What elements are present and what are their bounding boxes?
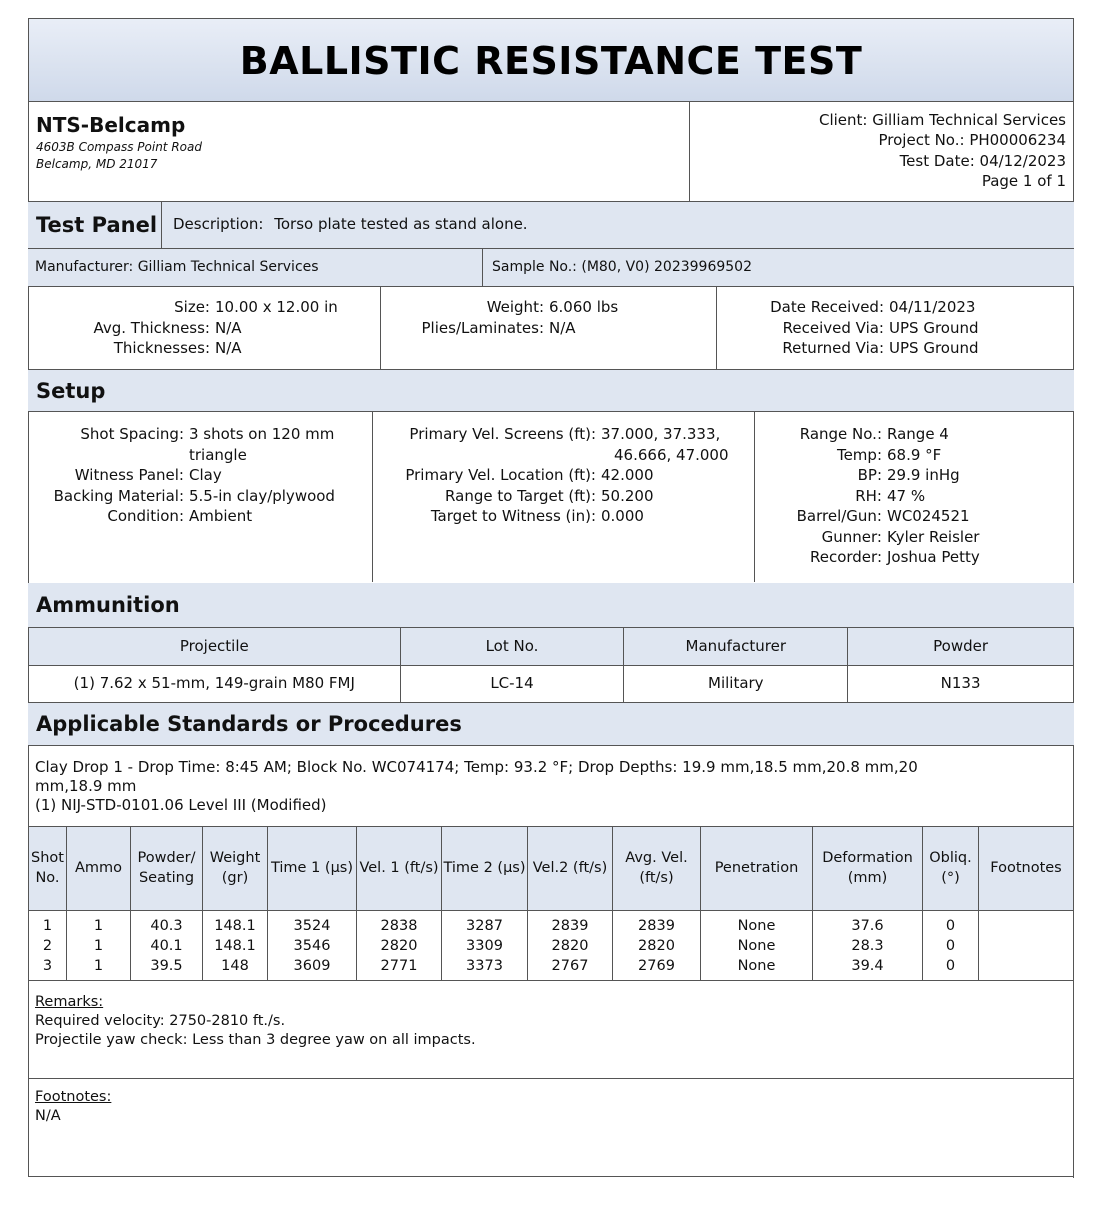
- table-row: [29, 917, 1074, 937]
- lab-info: [28, 102, 690, 202]
- col-vel1: Vel. 1 (ft/s): [357, 827, 442, 911]
- cell-powder: 40.1: [131, 937, 203, 957]
- cell-powder: 39.5: [131, 957, 203, 977]
- bp-value: 29.9 inHg: [887, 466, 960, 484]
- ammo-col-lot: Lot No.: [400, 628, 624, 665]
- setup-heading: Setup: [36, 379, 106, 403]
- received-via-value: UPS Ground: [889, 318, 979, 337]
- col-ammo: Ammo: [67, 827, 131, 911]
- cell-penetration: None: [701, 937, 813, 957]
- backing-value: 5.5-in clay/plywood: [189, 486, 335, 505]
- test-date: Test Date: 04/12/2023: [899, 151, 1066, 170]
- cell-vel1: 2838: [357, 917, 442, 937]
- col-avg-vel: Avg. Vel. (ft/s): [613, 827, 701, 911]
- cell-weight: 148: [203, 957, 268, 977]
- standard-line: (1) NIJ-STD-0101.06 Level III (Modified): [35, 796, 327, 814]
- range-target-label: Range to Target (ft):: [445, 486, 596, 505]
- standards-heading: Applicable Standards or Procedures: [36, 712, 462, 736]
- title-bar: [28, 18, 1074, 102]
- col-vel2: Vel.2 (ft/s): [528, 827, 613, 911]
- clay-drop-line: Clay Drop 1 - Drop Time: 8:45 AM; Block No. WC074174; Temp: 93.2 °F; Drop Depths: 19.9 mm,18.5 mm,20.8 mm,20: [35, 758, 918, 776]
- cell-time2: 3287: [442, 917, 528, 937]
- condition-label: Condition:: [107, 507, 184, 525]
- cell-footnotes: [979, 957, 1074, 977]
- ammo-manufacturer-value: Military: [624, 665, 848, 702]
- sample-number: Sample No.: (M80, V0) 20239969502: [492, 259, 752, 275]
- lab-address-line1: 4603B Compass Point Road: [36, 140, 202, 154]
- shots-header-row: [29, 827, 1074, 911]
- cell-weight: 148.1: [203, 937, 268, 957]
- ammunition-header-row: [29, 628, 1074, 665]
- cell-weight: 148.1: [203, 917, 268, 937]
- cell-footnotes: [979, 937, 1074, 957]
- divider: [482, 249, 483, 286]
- lab-name: NTS-Belcamp: [36, 113, 186, 137]
- weight-value: 6.060 lbs: [549, 298, 619, 316]
- returned-via-label: Returned Via:: [782, 339, 884, 357]
- barrel-value: WC024521: [887, 507, 970, 525]
- standards-text: [35, 758, 918, 815]
- remarks-line-2: Projectile yaw check: Less than 3 degree yaw on all impacts.: [35, 1032, 476, 1048]
- cell-shot-no: 1: [29, 917, 67, 937]
- cell-time1: 3524: [268, 917, 357, 937]
- backing-label: Backing Material:: [53, 486, 184, 505]
- panel-weight: [380, 297, 618, 338]
- screens-value: 37.000, 37.333,: [601, 425, 721, 443]
- footnotes-text: N/A: [35, 1108, 61, 1124]
- cell-vel1: 2820: [357, 937, 442, 957]
- cell-ammo: 1: [67, 937, 131, 957]
- ammunition-bar: [28, 583, 1074, 628]
- witness-panel-label: Witness Panel:: [74, 466, 184, 484]
- cell-obliquity: 0: [923, 917, 979, 937]
- cell-vel2: 2820: [528, 937, 613, 957]
- col-weight: Weight (gr): [203, 827, 268, 911]
- date-received-label: Date Received:: [770, 298, 884, 316]
- plies-value: N/A: [549, 318, 576, 337]
- panel-manufacturer: Manufacturer: Gilliam Technical Services: [35, 259, 319, 275]
- footnotes-label: Footnotes:: [35, 1089, 112, 1105]
- report-title: BALLISTIC RESISTANCE TEST: [239, 39, 863, 83]
- cell-deformation: 28.3: [813, 937, 923, 957]
- cell-avg-vel: 2769: [613, 957, 701, 977]
- standards-bar: [28, 703, 1074, 746]
- report-info: [690, 102, 1074, 202]
- cell-time2: 3309: [442, 937, 528, 957]
- recorder-value: Joshua Petty: [887, 548, 980, 566]
- ammunition-row: [29, 665, 1074, 702]
- panel-dimensions: [28, 297, 338, 359]
- panel-receipt: [716, 297, 979, 359]
- client: Client: Gilliam Technical Services: [818, 111, 1066, 129]
- lot-value: LC-14: [400, 665, 624, 702]
- shots-table: [28, 826, 1074, 981]
- description-label: Description:: [173, 215, 264, 233]
- range-no-label: Range No.:: [799, 425, 882, 443]
- col-obliquity: Obliq. (°): [923, 827, 979, 911]
- ammunition-heading: Ammunition: [36, 593, 180, 617]
- cell-avg-vel: 2839: [613, 917, 701, 937]
- col-penetration: Penetration: [701, 827, 813, 911]
- cell-vel2: 2839: [528, 917, 613, 937]
- screens-label: Primary Vel. Screens (ft):: [409, 425, 596, 443]
- lab-address-line2: Belcamp, MD 21017: [36, 156, 158, 171]
- cell-ammo: 1: [67, 917, 131, 937]
- temp-value: 68.9 °F: [887, 445, 942, 464]
- cell-penetration: None: [701, 957, 813, 977]
- setup-range: [754, 424, 980, 568]
- cell-deformation: 37.6: [813, 917, 923, 937]
- thicknesses-label: Thicknesses:: [113, 339, 210, 357]
- cell-vel1: 2771: [357, 957, 442, 977]
- ammo-col-powder: Powder: [848, 628, 1074, 665]
- shot-spacing-value: 3 shots on 120 mm: [189, 425, 335, 443]
- range-target-value: 50.200: [601, 486, 654, 505]
- cell-avg-vel: 2820: [613, 937, 701, 957]
- temp-label: Temp:: [836, 445, 882, 464]
- cell-footnotes: [979, 917, 1074, 937]
- setup-velocity: [372, 424, 729, 527]
- cell-powder: 40.3: [131, 917, 203, 937]
- cell-vel2: 2767: [528, 957, 613, 977]
- cell-ammo: 1: [67, 957, 131, 977]
- size-value: 10.00 x 12.00 in: [215, 298, 338, 316]
- gunner-label: Gunner:: [821, 527, 882, 546]
- date-received-value: 04/11/2023: [889, 298, 976, 316]
- target-witness-label: Target to Witness (in):: [430, 507, 596, 525]
- weight-label: Weight:: [486, 298, 544, 316]
- size-label: Size:: [174, 298, 210, 316]
- shot-spacing-label: Shot Spacing:: [80, 425, 184, 443]
- returned-via-value: UPS Ground: [889, 339, 979, 357]
- remarks: [35, 993, 476, 1050]
- target-witness-value: 0.000: [601, 507, 644, 525]
- col-time1: Time 1 (µs): [268, 827, 357, 911]
- test-panel-bar: [28, 202, 1074, 249]
- cell-shot-no: 3: [29, 957, 67, 977]
- screens-value-2: 46.666, 47.000: [614, 445, 729, 464]
- divider: [28, 1078, 1074, 1079]
- plies-label: Plies/Laminates:: [421, 318, 544, 337]
- received-via-label: Received Via:: [782, 318, 884, 337]
- remarks-label: Remarks:: [35, 994, 104, 1010]
- cell-deformation: 39.4: [813, 957, 923, 977]
- condition-value: Ambient: [189, 507, 253, 525]
- setup-bar: [28, 370, 1074, 412]
- rh-label: RH:: [855, 486, 882, 505]
- barrel-label: Barrel/Gun:: [796, 507, 882, 525]
- projectile-value: (1) 7.62 x 51-mm, 149-grain M80 FMJ: [29, 665, 401, 702]
- thicknesses-value: N/A: [215, 339, 242, 357]
- col-footnotes: Footnotes: [979, 827, 1074, 911]
- cell-time2: 3373: [442, 957, 528, 977]
- col-shot-no: Shot No.: [29, 827, 67, 911]
- gunner-value: Kyler Reisler: [887, 527, 980, 546]
- col-deformation: Deformation (mm): [813, 827, 923, 911]
- project-number: Project No.: PH00006234: [878, 131, 1066, 150]
- bp-label: BP:: [857, 466, 882, 484]
- footnotes: [35, 1088, 111, 1126]
- cell-obliquity: 0: [923, 957, 979, 977]
- cell-penetration: None: [701, 917, 813, 937]
- divider: [28, 1176, 1074, 1177]
- ammo-col-manufacturer: Manufacturer: [624, 628, 848, 665]
- range-no-value: Range 4: [887, 425, 949, 443]
- page-number: Page 1 of 1: [981, 171, 1066, 190]
- manufacturer-bar: [28, 249, 1074, 287]
- recorder-label: Recorder:: [809, 548, 882, 566]
- powder-value: N133: [848, 665, 1074, 702]
- ammo-col-projectile: Projectile: [29, 628, 401, 665]
- avg-thickness-value: N/A: [215, 318, 242, 337]
- divider: [1073, 983, 1074, 1178]
- rh-value: 47 %: [887, 486, 926, 505]
- shot-spacing-value-2: triangle: [189, 445, 247, 464]
- ammunition-table: [28, 628, 1074, 703]
- table-row: [29, 957, 1074, 977]
- cell-time1: 3546: [268, 937, 357, 957]
- col-powder-seating: Powder/ Seating: [131, 827, 203, 911]
- remarks-line: Required velocity: 2750-2810 ft./s.: [35, 1013, 286, 1029]
- cell-shot-no: 2: [29, 937, 67, 957]
- location-label: Primary Vel. Location (ft):: [405, 466, 596, 484]
- clay-drop-line-2: mm,18.9 mm: [35, 777, 137, 795]
- test-panel-heading: Test Panel: [28, 202, 162, 248]
- report-sheet: [28, 18, 1074, 1176]
- avg-thickness-label: Avg. Thickness:: [93, 318, 210, 337]
- setup-shots: [28, 424, 335, 527]
- description: [173, 214, 528, 234]
- witness-panel-value: Clay: [189, 466, 222, 484]
- col-time2: Time 2 (µs): [442, 827, 528, 911]
- description-value: Torso plate tested as stand alone.: [274, 215, 528, 233]
- location-value: 42.000: [601, 466, 654, 484]
- cell-obliquity: 0: [923, 937, 979, 957]
- cell-time1: 3609: [268, 957, 357, 977]
- table-row: [29, 937, 1074, 957]
